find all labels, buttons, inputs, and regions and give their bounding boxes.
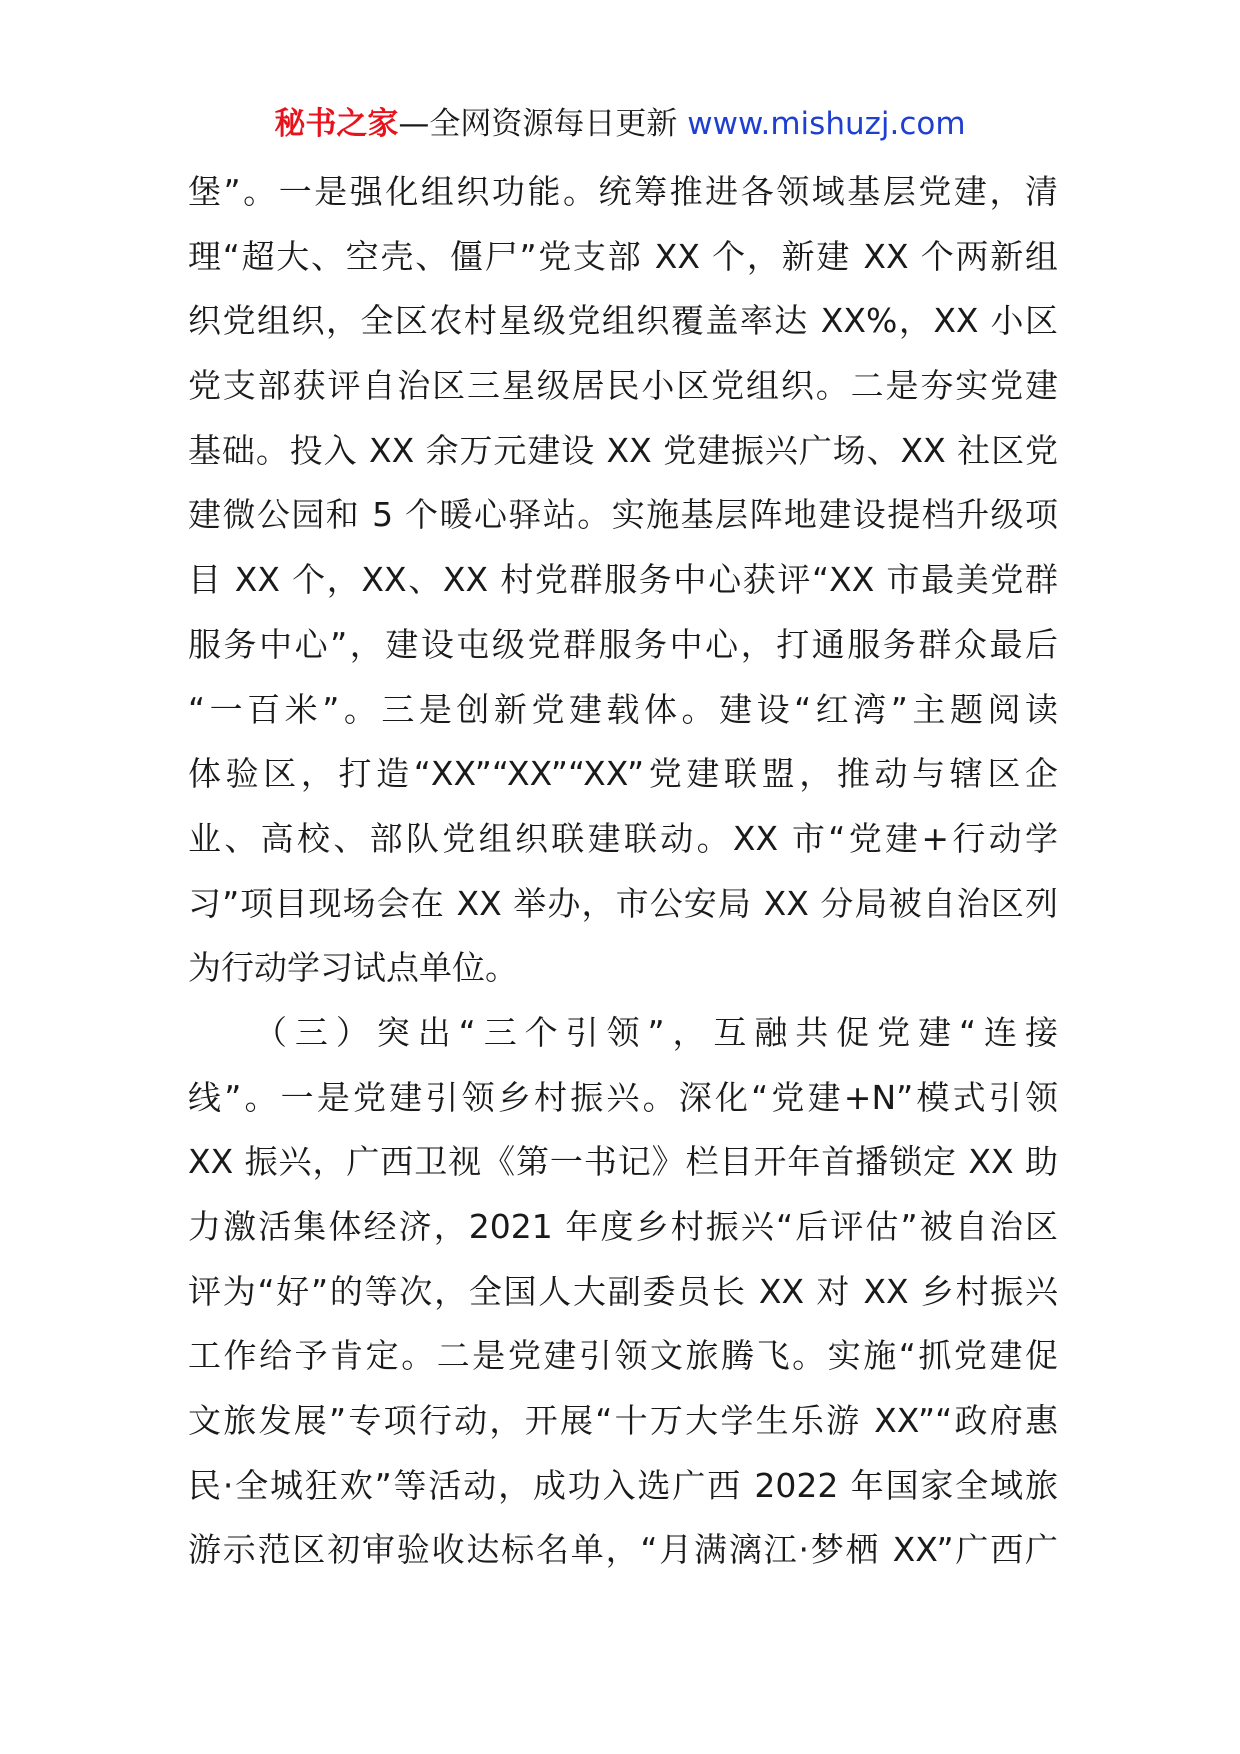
text-line: 力激活集体经济，2021 年度乡村振兴“后评估”被自治区	[188, 1207, 1058, 1246]
text-line: 评为“好”的等次，全国人大副委员长 XX 对 XX 乡村振兴	[188, 1271, 1058, 1311]
text-line: 线”。一是党建引领乡村振兴。深化“党建+N”模式引领	[188, 1077, 1058, 1117]
text-line: 党支部获评自治区三星级居民小区党组织。二是夯实党建	[188, 366, 1058, 406]
text-line: 工作给予肯定。二是党建引领文旅腾飞。实施“抓党建促	[188, 1336, 1058, 1376]
text-line: “一百米”。三是创新党建载体。建设“红湾”主题阅读	[188, 689, 1058, 729]
text-line: 文旅发展”专项行动，开展“十万大学生乐游 XX”“政府惠	[188, 1401, 1058, 1441]
header-brand: 秘书之家	[274, 106, 399, 142]
text-line: 业、高校、部队党组织联建联动。XX 市“党建+行动学	[188, 818, 1058, 858]
text-line: 织党组织，全区农村星级党组织覆盖率达 XX%，XX 小区	[188, 301, 1058, 341]
section-heading-line: （三）突出“三个引领”，互融共促党建“连接	[254, 1012, 1058, 1052]
text-line: 游示范区初审验收达标名单，“月满漓江·梦栖 XX”广西广	[188, 1530, 1058, 1570]
header-url-link[interactable]: www.mishuzj.com	[687, 106, 966, 142]
text-line: 理“超大、空壳、僵尸”党支部 XX 个，新建 XX 个两新组	[188, 236, 1058, 276]
page-header	[0, 100, 1240, 148]
text-line: 基础。投入 XX 余万元建设 XX 党建振兴广场、XX 社区党	[188, 430, 1058, 470]
text-line: XX 振兴，广西卫视《第一书记》栏目开年首播锁定 XX 助	[188, 1142, 1058, 1182]
text-line: 堡”。一是强化组织功能。统筹推进各领域基层党建，清	[188, 172, 1058, 211]
text-line: 习”项目现场会在 XX 举办，市公安局 XX 分局被自治区列	[188, 883, 1058, 923]
text-line: 服务中心”，建设屯级党群服务中心，打通服务群众最后	[188, 624, 1058, 664]
text-line-paragraph-end: 为行动学习试点单位。	[188, 948, 518, 988]
text-line: 体验区，打造“XX”“XX”“XX”党建联盟，推动与辖区企	[188, 754, 1058, 794]
text-line: 目 XX 个，XX、XX 村党群服务中心获评“XX 市最美党群	[188, 560, 1058, 600]
text-line: 民·全城狂欢”等活动，成功入选广西 2022 年国家全域旅	[188, 1465, 1058, 1505]
header-slogan: —全网资源每日更新	[398, 106, 678, 142]
document-body	[188, 160, 1058, 1583]
text-line: 建微公园和 5 个暖心驿站。实施基层阵地建设提档升级项	[188, 495, 1058, 535]
